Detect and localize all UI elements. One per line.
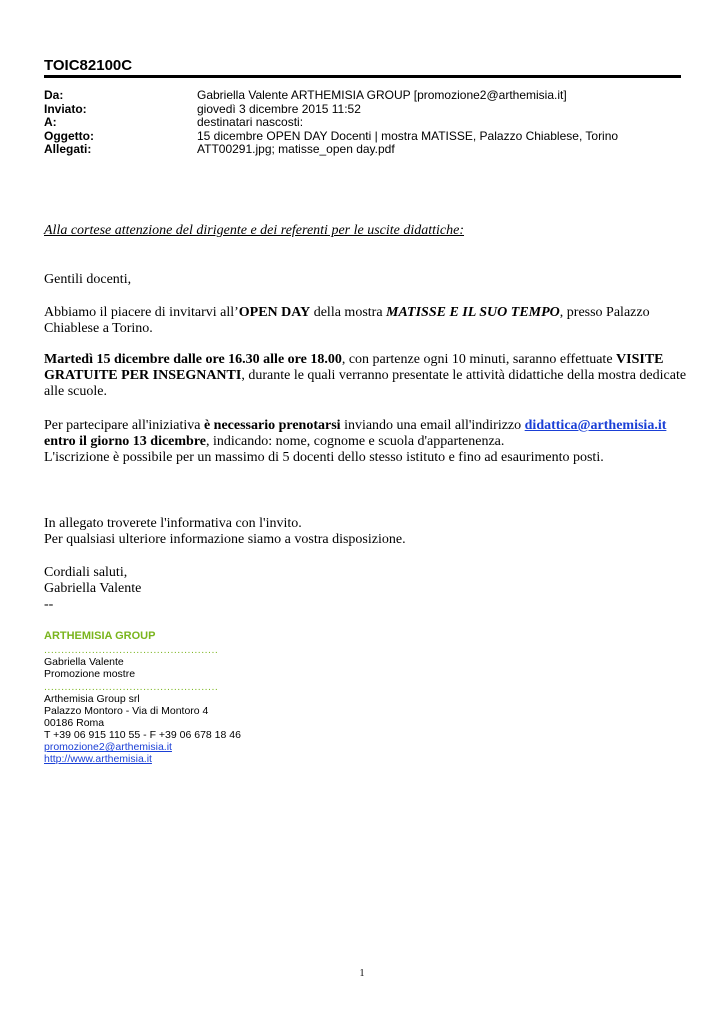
page-number: 1: [359, 968, 365, 979]
email-signature: [44, 630, 344, 765]
closing-salutation: Cordiali saluti,: [44, 565, 128, 580]
header-label: Oggetto:: [44, 128, 94, 143]
text-bold: Martedì 15 dicembre dalle ore 16.30 alle ore 18.00: [44, 352, 342, 367]
header-value: 15 dicembre OPEN DAY Docenti | mostra MATISSE, Palazzo Chiablese, Torino: [197, 128, 619, 143]
paragraph-registration: [44, 418, 689, 466]
text-bold-italic: MATISSE E IL SUO TEMPO: [386, 305, 560, 320]
text-span: , presso Palazzo Chiablese a Torino.: [44, 305, 650, 336]
header-label: Allegati:: [44, 142, 92, 156]
header-row-to: [44, 116, 681, 130]
paragraph-attachment-info: [44, 516, 689, 548]
signature-org: Arthemisia Group srl: [44, 693, 140, 705]
attention-line: Alla cortese attenzione del dirigente e dei referenti per le uscite didattiche:: [44, 223, 465, 238]
signature-website-link[interactable]: http://www.arthemisia.it: [44, 753, 152, 765]
text-bold: VISITE GRATUITE PER INSEGNANTI: [44, 352, 664, 383]
signature-email-link[interactable]: promozione2@arthemisia.it: [44, 741, 172, 753]
email-headers: [44, 89, 681, 157]
closing-name: Gabriella Valente: [44, 581, 142, 596]
text-span: della mostra: [310, 305, 387, 320]
text-span: inviando una email all'indirizzo: [340, 418, 525, 433]
header-row-sent: [44, 103, 681, 117]
signature-role: Promozione mostre: [44, 668, 136, 680]
text-span: Per partecipare all'iniziativa: [44, 418, 204, 433]
text-span: , durante le quali verranno presentate le attività didattiche della mostra dedicate alle scuole.: [44, 368, 687, 399]
registration-line: [44, 418, 689, 450]
header-label: Inviato:: [44, 101, 87, 116]
signature-company: ARTHEMISIA GROUP: [44, 630, 156, 642]
header-value: Gabriella Valente ARTHEMISIA GROUP [promozione2@arthemisia.it]: [197, 88, 567, 102]
text-bold: è necessario prenotarsi: [203, 418, 341, 433]
signature-divider: ...................................................: [44, 646, 219, 656]
header-row-attachments: [44, 143, 681, 157]
header-label: A:: [44, 115, 57, 129]
header-row-subject: [44, 130, 681, 144]
signature-city: 00186 Roma: [44, 717, 105, 729]
text-line: Per qualsiasi ulteriore informazione siamo a vostra disposizione.: [44, 532, 406, 547]
closing: [44, 565, 689, 613]
header-row-from: [44, 89, 681, 103]
text-span: , indicando: nome, cognome e scuola d'appartenenza.: [206, 434, 505, 449]
paragraph-event-details: [44, 352, 689, 400]
text-bold: entro il giorno 13 dicembre: [44, 434, 207, 449]
closing-dashes: --: [44, 597, 54, 612]
text-line: In allegato troverete l'informativa con l'invito.: [44, 516, 302, 531]
text-bold: OPEN DAY: [238, 305, 311, 320]
paragraph-invitation: [44, 305, 689, 337]
header-value: ATT00291.jpg; matisse_open day.pdf: [197, 142, 395, 156]
header-label: Da:: [44, 88, 64, 102]
header-value: giovedì 3 dicembre 2015 11:52: [197, 101, 361, 116]
signature-address: Palazzo Montoro - Via di Montoro 4: [44, 705, 209, 717]
text-span: Abbiamo il piacere di invitarvi all’: [44, 305, 239, 320]
greeting: Gentili docenti,: [44, 272, 132, 287]
text-span: , con partenze ogni 10 minuti, saranno effettuate: [341, 352, 617, 367]
registration-limit-line: L'iscrizione è possibile per un massimo di 5 docenti dello stesso istituto e fino ad esaurimento posti.: [44, 450, 604, 465]
document-title: TOIC82100C: [44, 57, 133, 74]
signature-name: Gabriella Valente: [44, 656, 124, 668]
title-rule: [44, 75, 681, 78]
signature-phone: T +39 06 915 110 55 - F +39 06 678 18 46: [44, 729, 241, 741]
header-value: destinatari nascosti:: [197, 115, 304, 129]
didattica-email-link[interactable]: didattica@arthemisia.it: [524, 418, 667, 433]
signature-divider: ...................................................: [44, 683, 219, 693]
